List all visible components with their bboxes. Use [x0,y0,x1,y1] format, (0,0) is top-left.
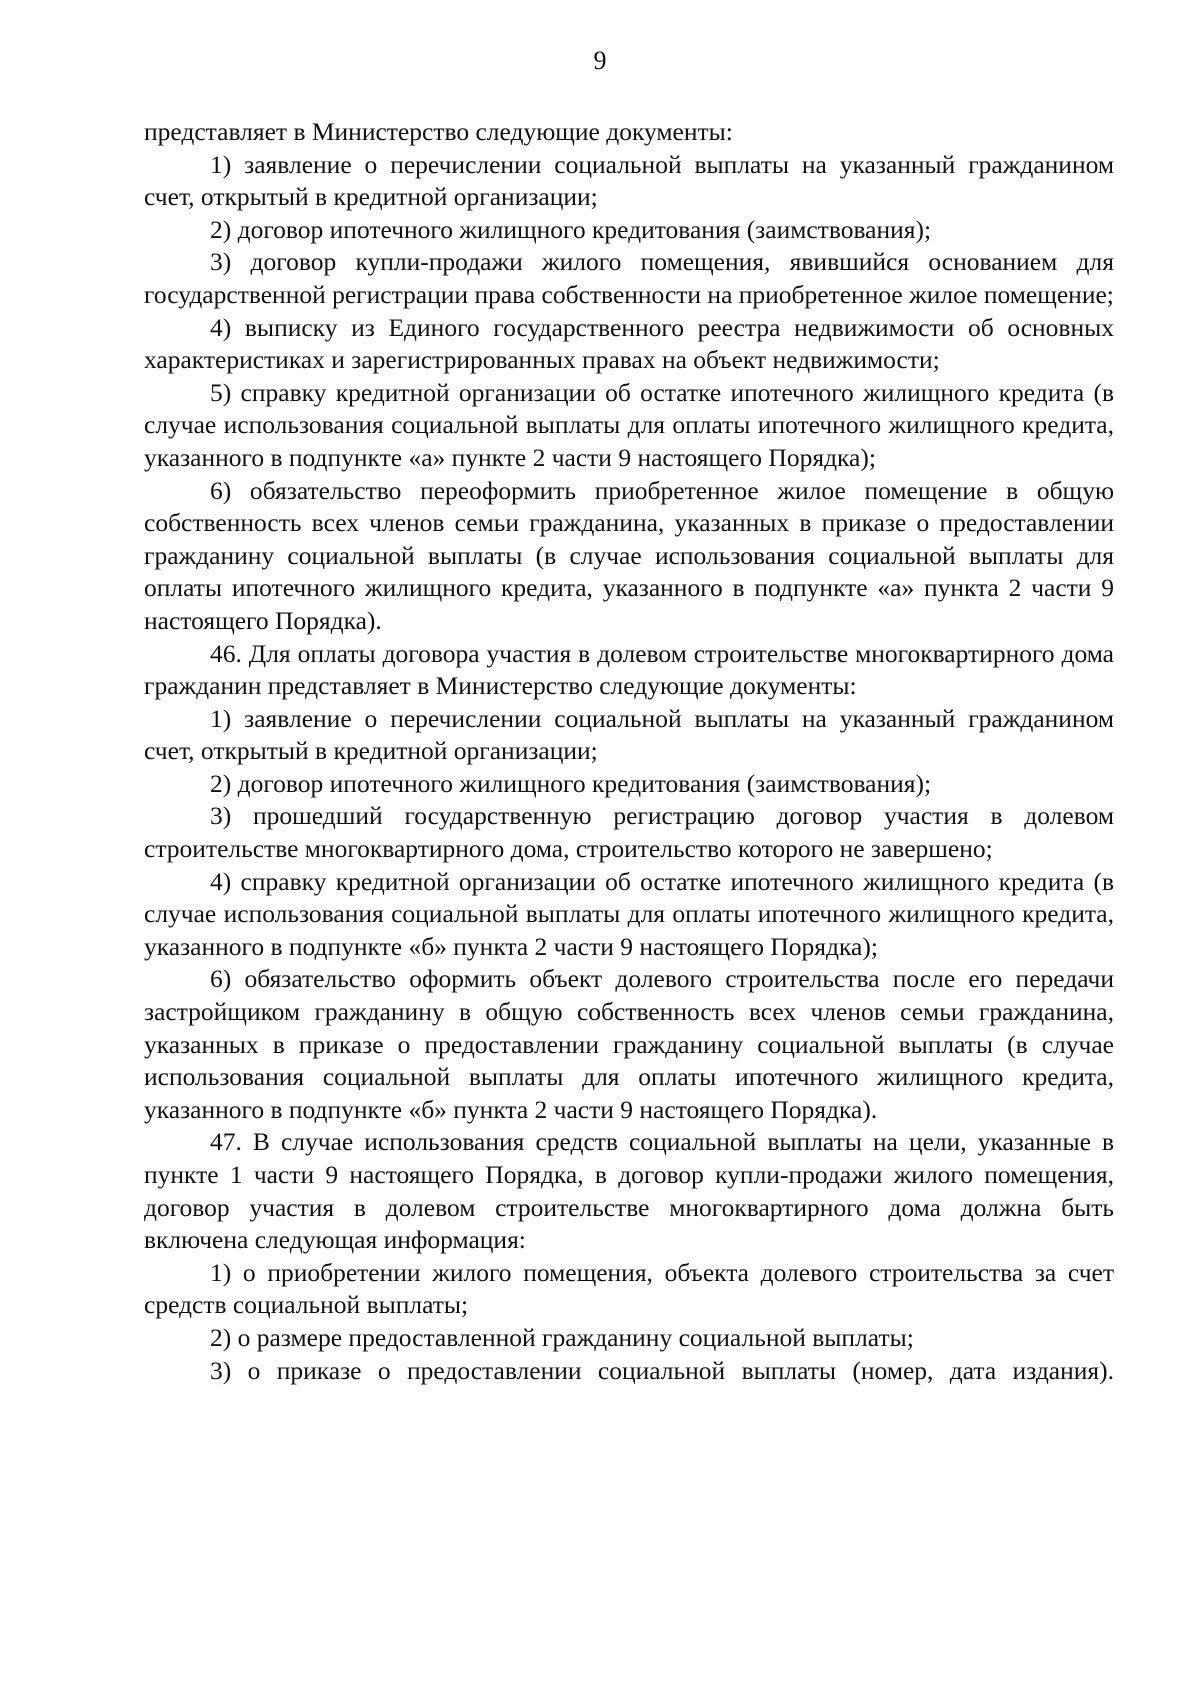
clause-46-item-4: 4) справку кредитной организации об остатке ипотечного жилищного кредита (в случае использования социальной выплаты для оплаты ипотечного жилищного кредита, указанного в подпункте «б» пункта 2 части 9 настоящего Порядка); [144,866,1114,961]
clause-46: 46. Для оплаты договора участия в долевом строительстве многоквартирного дома гражданин представляет в Министерство следующие документы: [144,638,1114,701]
page-number: 9 [593,46,607,75]
clause-46-item-2: 2) договор ипотечного жилищного кредитования (заимствования); [210,768,932,798]
list-item-3-purchase-agreement: 3) договор купли-продажи жилого помещения, явившийся основанием для государственной регистрации права собственности на приобретенное жилое помещение; [144,247,1114,309]
list-item-2-mortgage-agreement: 2) договор ипотечного жилищного кредитования (заимствования); [210,214,932,244]
paragraph-continuation: представляет в Министерство следующие документы: [144,117,733,146]
clause-46-item-1: 1) заявление о перечислении социальной выплаты на указанный гражданином счет, открытый в кредитной организации; [144,703,1114,766]
document-body [144,116,1114,1387]
clause-47-item-3: 3) о приказе о предоставлении социальной выплаты (номер, дата издания). [210,1355,1114,1385]
list-item-1-application: 1) заявление о перечислении социальной выплаты на указанный гражданином счет, открытый в кредитной организации; [144,149,1114,212]
clause-47-item-2: 2) о размере предоставленной гражданину социальной выплаты; [210,1322,914,1352]
clause-46-item-3: 3) прошедший государственную регистрацию договор участия в долевом строительстве многоквартирного дома, строительство которого не завершено; [144,801,1114,864]
clause-46-item-6: 6) обязательство оформить объект долевого строительства после его передачи застройщиком гражданину в общую собственность всех членов семьи гражданина, указанных в приказе о предоставлении гражданину социальной выплаты (в случае использования социальной выплаты для оплаты ипотечного жилищного кредита, указанного в подпункте «б» пункта 2 части 9 настоящего Порядка). [144,964,1114,1124]
clause-47-item-1: 1) о приобретении жилого помещения, объекта долевого строительства за счет средств социальной выплаты; [144,1257,1114,1320]
list-item-4-registry-extract: 4) выписку из Единого государственного реестра недвижимости об основных характеристиках и зарегистрированных правах на объект недвижимости; [144,312,1114,375]
list-item-5-bank-certificate: 5) справку кредитной организации об остатке ипотечного жилищного кредита (в случае использования социальной выплаты для оплаты ипотечного жилищного кредита, указанного в подпункте «а» пункте 2 части 9 настоящего Порядка); [144,377,1114,472]
list-item-6-obligation: 6) обязательство переоформить приобретенное жилое помещение в общую собственность всех членов семьи гражданина, указанных в приказе о предоставлении гражданину социальной выплаты (в случае использования социальной выплаты для оплаты ипотечного жилищного кредита, указанного в подпункте «а» пункта 2 части 9 настоящего Порядка). [144,475,1114,635]
clause-47: 47. В случае использования средств социальной выплаты на цели, указанные в пункте 1 части 9 настоящего Порядка, в договор купли-продажи жилого помещения, договор участия в долевом строительстве многоквартирного дома должна быть включена следующая информация: [144,1127,1114,1255]
